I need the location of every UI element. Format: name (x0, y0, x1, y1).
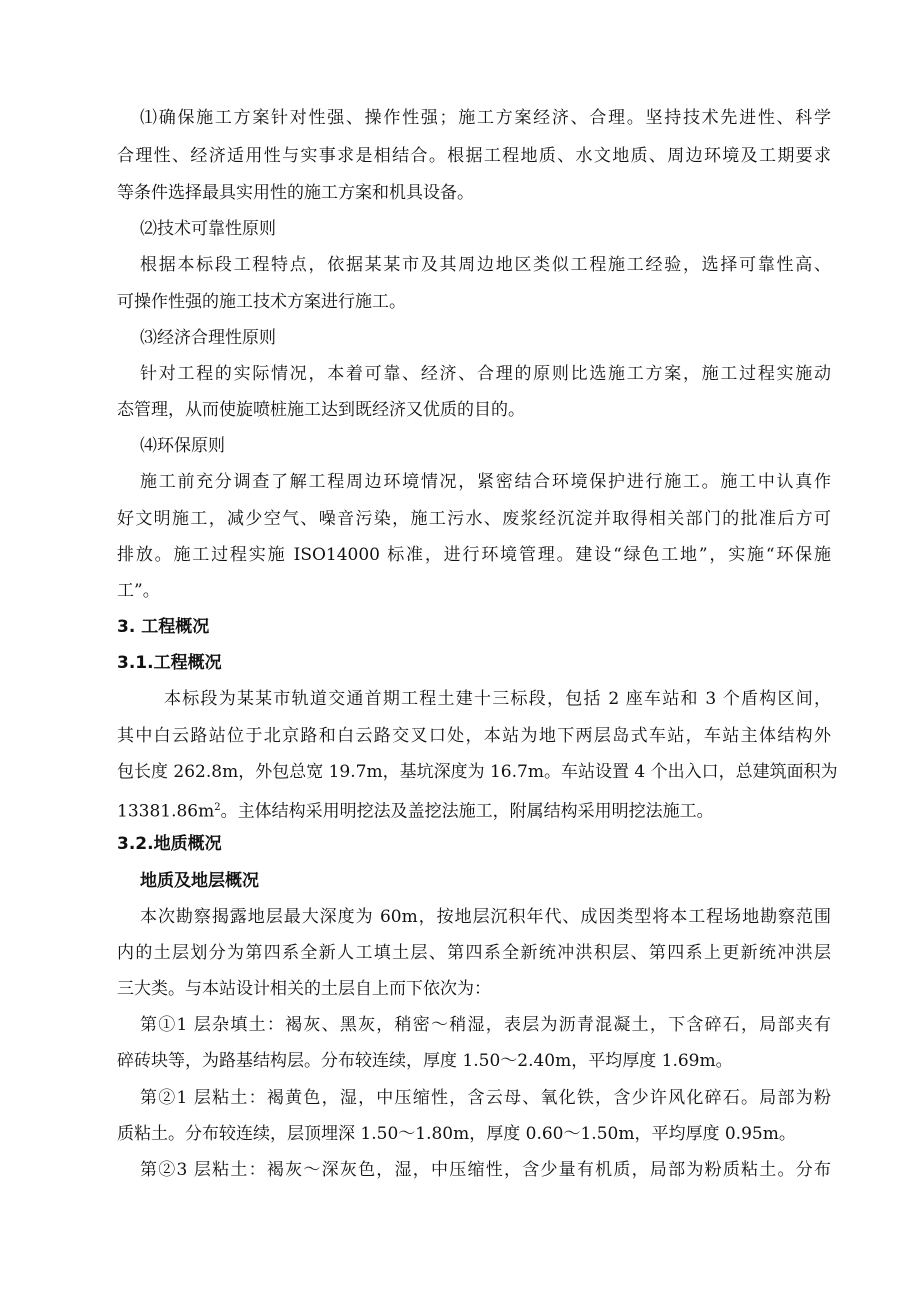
paragraph-line (117, 796, 714, 824)
subheading: ⑷环保原则 (140, 436, 225, 456)
subsection-heading: 地质及地层概况 (140, 871, 259, 891)
paragraph-line: 本次勘察揭露地层最大深度为 60m，按地层沉积年代、成因类型将本工程场地勘察范围 (140, 907, 831, 927)
paragraph-line: 质粘土。分布较连续，层顶埋深 1.50～1.80m，厚度 0.60～1.50m，平均厚度 0.95m。 (117, 1124, 796, 1144)
area-value: 13381.86m (117, 801, 215, 822)
paragraph-line: 施工前充分调查了解工程周边环境情况，紧密结合环境保护进行施工。施工中认真作 (140, 472, 831, 492)
superscript: 2 (214, 802, 221, 813)
section-heading: 3. 工程概况 (117, 617, 210, 637)
section-heading: 3.2.地质概况 (117, 834, 222, 854)
paragraph-line: 针对工程的实际情况，本着可靠、经济、合理的原则比选施工方案，施工过程实施动 (140, 364, 831, 384)
paragraph-line: 态管理，从而使旋喷桩施工达到既经济又优质的目的。 (117, 400, 525, 420)
paragraph-line: 可操作性强的施工技术方案进行施工。 (117, 292, 406, 312)
paragraph-line: 第①1 层杂填土：褐灰、黑灰，稍密～稍湿，表层为沥青混凝土，下含碎石，局部夹有 (140, 1015, 831, 1035)
paragraph-line: 排放。施工过程实施 ISO14000 标准，进行环境管理。建设“绿色工地”，实施“环保施 (117, 545, 831, 565)
subheading: ⑵技术可靠性原则 (140, 219, 276, 239)
paragraph-line: 工”。 (117, 581, 160, 601)
paragraph-line: 好文明施工，减少空气、噪音污染，施工污水、废浆经沉淀并取得相关部门的批准后方可 (117, 509, 831, 529)
paragraph-line: 碎砖块等，为路基结构层。分布较连续，厚度 1.50～2.40m，平均厚度 1.69m。 (117, 1051, 733, 1071)
paragraph-line: 包长度 262.8m，外包总宽 19.7m，基坑深度为 16.7m。车站设置 4 个出入口，总建筑面积为 (117, 762, 838, 782)
paragraph-line: 三大类。与本站设计相关的土层自上而下依次为： (117, 979, 491, 999)
paragraph-line: 合理性、经济适用性与实事求是相结合。根据工程地质、水文地质、周边环境及工期要求 (117, 146, 831, 166)
paragraph-line: 本标段为某某市轨道交通首期工程土建十三标段，包括 2 座车站和 3 个盾构区间， (164, 689, 831, 709)
paragraph-text: 。主体结构采用明挖法及盖挖法施工，附属结构采用明挖法施工。 (220, 801, 714, 822)
paragraph-line: 等条件选择最具实用性的施工方案和机具设备。 (117, 183, 474, 203)
paragraph-line: 第②3 层粘土：褐灰～深灰色，湿，中压缩性，含少量有机质，局部为粉质粘土。分布 (140, 1160, 831, 1180)
paragraph-line: 内的土层划分为第四系全新人工填土层、第四系全新统冲洪积层、第四系上更新统冲洪层 (117, 943, 831, 963)
subheading: ⑶经济合理性原则 (140, 328, 276, 348)
paragraph-line: 第②1 层粘土：褐黄色，湿，中压缩性，含云母、氧化铁，含少许风化碎石。局部为粉 (140, 1088, 831, 1108)
paragraph-line: ⑴确保施工方案针对性强、操作性强；施工方案经济、合理。坚持技术先进性、科学 (140, 108, 831, 128)
paragraph-line: 其中白云路站位于北京路和白云路交叉口处，本站为地下两层岛式车站，车站主体结构外 (117, 726, 831, 746)
paragraph-line: 根据本标段工程特点，依据某某市及其周边地区类似工程施工经验，选择可靠性高、 (140, 255, 831, 275)
section-heading: 3.1.工程概况 (117, 653, 222, 673)
